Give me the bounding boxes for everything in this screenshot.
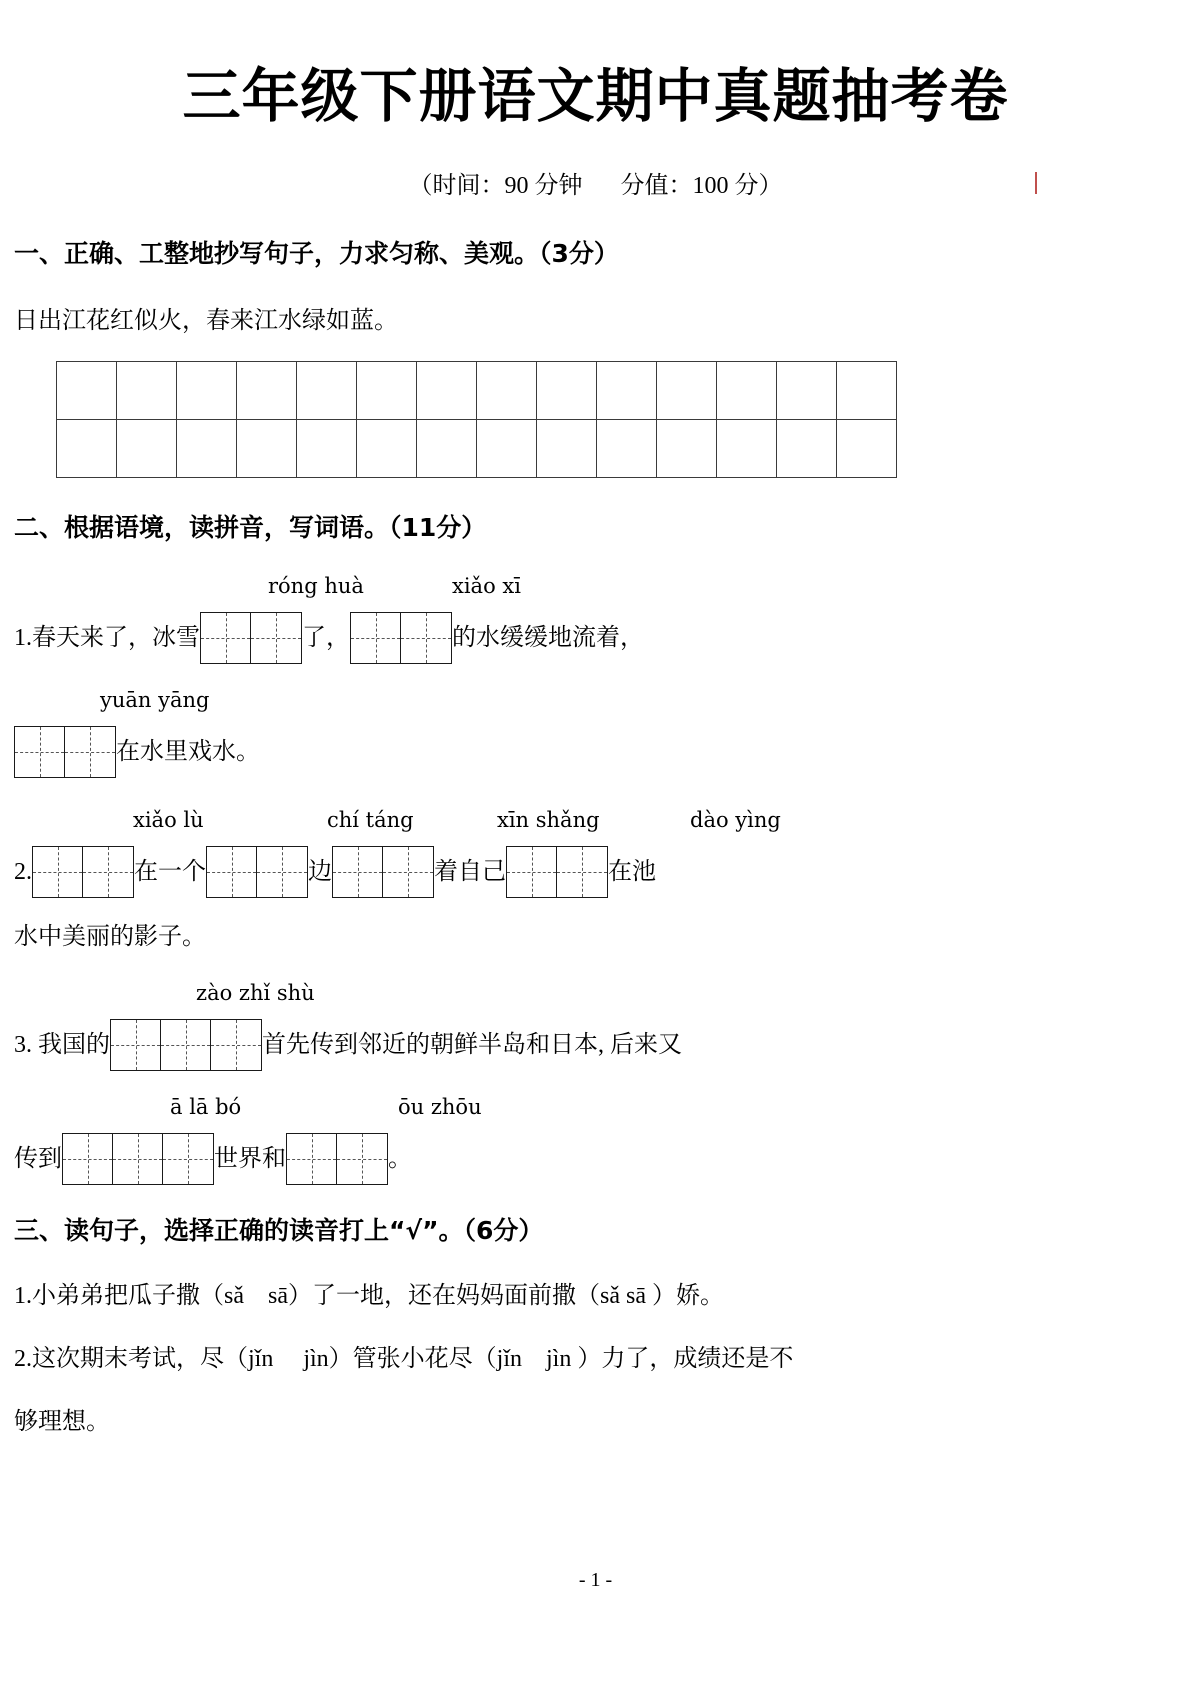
tianzige-cell[interactable] (507, 847, 557, 897)
section-1-heading: 一、正确、工整地抄写句子，力求匀称、美观。（3分） (14, 238, 619, 268)
answer-tianzige-box[interactable] (14, 726, 116, 778)
q2-pinyin-row (0, 808, 1191, 840)
pinyin-label: róng huà (268, 573, 364, 598)
answer-tianzige-box[interactable] (350, 612, 452, 664)
exam-meta (0, 165, 1191, 200)
tianzige-cell[interactable] (161, 1020, 211, 1070)
pinyin-label: xīn shǎng (497, 807, 600, 832)
question-text: 传到 (14, 1145, 62, 1172)
question-text: 了， (302, 624, 350, 651)
copy-grid-cell[interactable] (717, 419, 777, 477)
tianzige-cell[interactable] (251, 613, 301, 663)
copy-grid-cell[interactable] (237, 419, 297, 477)
copy-grid-cell[interactable] (417, 419, 477, 477)
tianzige-cell[interactable] (287, 1134, 337, 1184)
question-text: 在池 (608, 858, 656, 885)
pinyin-label: ōu zhōu (398, 1094, 482, 1119)
pinyin-label: chí táng (327, 807, 414, 832)
q1-pinyin-row-1 (0, 574, 1191, 606)
answer-tianzige-box[interactable] (206, 846, 308, 898)
copy-grid-cell[interactable] (657, 419, 717, 477)
q2-line-1[interactable] (0, 846, 1191, 898)
tianzige-cell[interactable] (257, 847, 307, 897)
copy-grid-cell[interactable] (297, 361, 357, 419)
copy-grid-cell[interactable] (177, 419, 237, 477)
question-text: 1.春天来了，冰雪 (14, 624, 200, 651)
copy-grid-cell[interactable] (477, 361, 537, 419)
answer-tianzige-box[interactable] (110, 1019, 262, 1071)
copy-grid-row (57, 419, 897, 477)
copy-grid-cell[interactable] (57, 419, 117, 477)
tianzige-cell[interactable] (211, 1020, 261, 1070)
answer-tianzige-box[interactable] (200, 612, 302, 664)
copy-grid-cell[interactable] (357, 419, 417, 477)
section-3-item[interactable]: 2.这次期末考试，尽（jǐn jìn）管张小花尽（jǐn jìn ）力了，成绩还是不 (14, 1345, 794, 1372)
pinyin-label: yuān yāng (100, 687, 210, 712)
question-text: 着自己 (434, 858, 506, 885)
handwriting-copy-grid[interactable] (56, 361, 897, 478)
copy-grid-cell[interactable] (117, 361, 177, 419)
answer-tianzige-box[interactable] (506, 846, 608, 898)
page-title: 三年级下册语文期中真题抽考卷 (182, 62, 1009, 130)
tianzige-cell[interactable] (383, 847, 433, 897)
pinyin-label: xiǎo xī (452, 573, 521, 598)
tianzige-cell[interactable] (337, 1134, 387, 1184)
q1-line-2[interactable] (0, 726, 1191, 778)
text-cursor-mark (1035, 172, 1037, 194)
question-text: 在一个 (134, 858, 206, 885)
q3-pinyin-row-1 (0, 981, 1191, 1013)
copy-grid-cell[interactable] (237, 361, 297, 419)
exam-total-score: 分值：100 分） (620, 172, 783, 199)
tianzige-cell[interactable] (163, 1134, 213, 1184)
tianzige-cell[interactable] (201, 613, 251, 663)
tianzige-cell[interactable] (33, 847, 83, 897)
section-3-heading: 三、读句子，选择正确的读音打上“√”。（6分） (14, 1215, 544, 1245)
q1-line-1[interactable] (0, 612, 1191, 664)
copy-grid-cell[interactable] (717, 361, 777, 419)
answer-tianzige-box[interactable] (62, 1133, 214, 1185)
tianzige-cell[interactable] (15, 727, 65, 777)
question-text: 的水缓缓地流着， (452, 624, 644, 651)
section-1-sentence: 日出江花红似火，春来江水绿如蓝。 (14, 307, 398, 334)
tianzige-cell[interactable] (401, 613, 451, 663)
copy-grid-cell[interactable] (477, 419, 537, 477)
tianzige-cell[interactable] (113, 1134, 163, 1184)
answer-tianzige-box[interactable] (332, 846, 434, 898)
pinyin-label: zào zhǐ shù (196, 980, 315, 1005)
copy-grid-cell[interactable] (417, 361, 477, 419)
question-text: 2. (14, 858, 32, 885)
copy-grid-cell[interactable] (537, 419, 597, 477)
question-text: 在水里戏水。 (116, 738, 260, 765)
copy-grid-cell[interactable] (777, 419, 837, 477)
tianzige-cell[interactable] (351, 613, 401, 663)
copy-grid-row (57, 361, 897, 419)
copy-grid-cell[interactable] (357, 361, 417, 419)
pinyin-label: xiǎo lù (133, 807, 204, 832)
copy-grid-cell[interactable] (657, 361, 717, 419)
pinyin-label: dào yìng (690, 807, 781, 832)
question-text: 首先传到邻近的朝鲜半岛和日本, 后来又 (262, 1031, 682, 1058)
tianzige-cell[interactable] (333, 847, 383, 897)
copy-grid-cell[interactable] (837, 361, 897, 419)
tianzige-cell[interactable] (111, 1020, 161, 1070)
q3-line-2[interactable] (0, 1133, 1191, 1185)
tianzige-cell[interactable] (557, 847, 607, 897)
q3-pinyin-row-2 (0, 1095, 1191, 1127)
copy-grid-cell[interactable] (837, 419, 897, 477)
tianzige-cell[interactable] (83, 847, 133, 897)
copy-grid-cell[interactable] (177, 361, 237, 419)
q2-line-2: 水中美丽的影子。 (14, 923, 206, 950)
section-3-item[interactable]: 1.小弟弟把瓜子撒（sǎ sā）了一地，还在妈妈面前撒（sǎ sā ）娇。 (14, 1282, 724, 1309)
answer-tianzige-box[interactable] (32, 846, 134, 898)
answer-tianzige-box[interactable] (286, 1133, 388, 1185)
copy-grid-cell[interactable] (537, 361, 597, 419)
question-text: 3. 我国的 (14, 1031, 110, 1058)
q3-line-1[interactable] (0, 1019, 1191, 1071)
copy-grid-cell[interactable] (597, 361, 657, 419)
q1-pinyin-row-2 (0, 688, 1191, 720)
copy-grid-cell[interactable] (117, 419, 177, 477)
pinyin-label: ā lā bó (170, 1094, 242, 1119)
tianzige-cell[interactable] (207, 847, 257, 897)
copy-grid-cell[interactable] (57, 361, 117, 419)
section-2-heading: 二、根据语境，读拼音，写词语。（11分） (14, 512, 487, 542)
page-number: - 1 - (578, 1569, 613, 1591)
exam-duration: （时间：90 分钟 (408, 172, 583, 199)
copy-grid-cell[interactable] (297, 419, 357, 477)
question-text: 。 (388, 1145, 412, 1172)
question-text: 边 (308, 858, 332, 885)
copy-grid-cell[interactable] (777, 361, 837, 419)
tianzige-cell[interactable] (63, 1134, 113, 1184)
tianzige-cell[interactable] (65, 727, 115, 777)
section-3-item: 够理想。 (14, 1408, 110, 1435)
copy-grid-cell[interactable] (597, 419, 657, 477)
question-text: 世界和 (214, 1145, 286, 1172)
